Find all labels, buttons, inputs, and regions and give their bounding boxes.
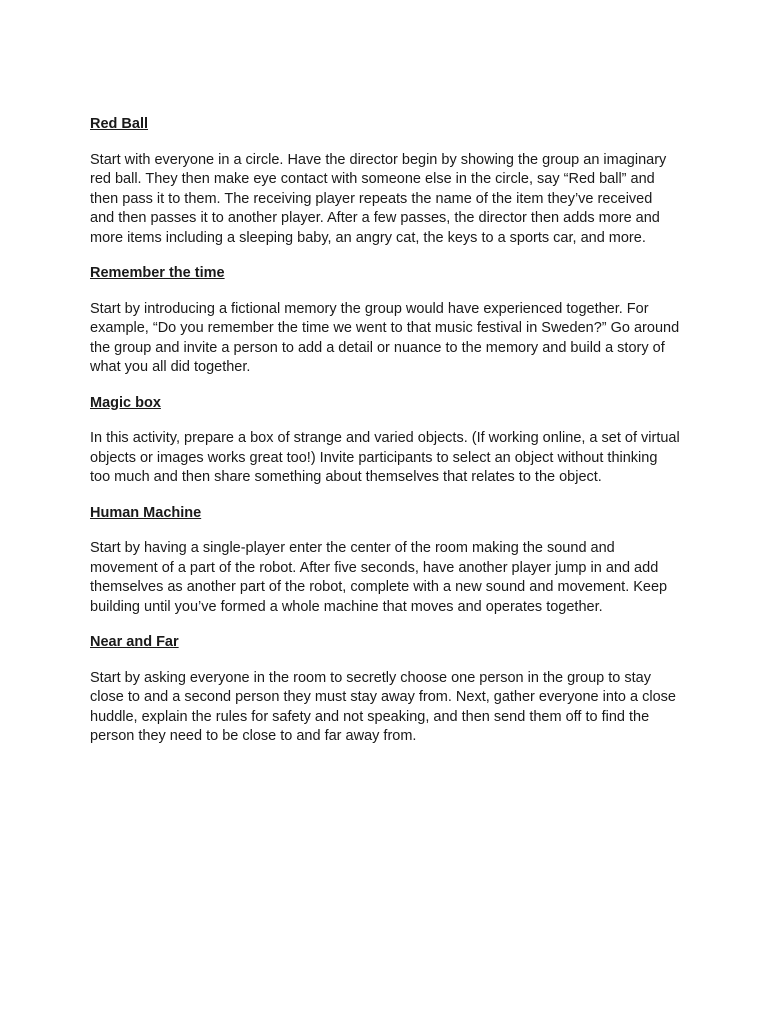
section-red-ball (90, 115, 680, 248)
section-heading: Human Machine (90, 504, 202, 521)
section-body: Start with everyone in a circle. Have the director begin by showing the group an imaginary red ball. They then make eye contact with someone else in the circle, say “Red ball” and then pass it to them. The receiving player repeats the name of the item they’ve received and then passes it to another player. After a few passes, the director then adds more and more items including a sleeping baby, an angry cat, the keys to a sports car, and more. (90, 151, 667, 246)
section-body: Start by introducing a fictional memory the group would have experienced together. For example, “Do you remember the time we went to that music festival in Sweden?” Go around the group and invite a person to add a detail or nuance to the memory and build a story of what you all did together. (90, 300, 680, 375)
section-remember-the-time (90, 264, 680, 378)
document-page (90, 115, 680, 763)
section-magic-box (90, 394, 680, 488)
section-body: In this activity, prepare a box of strange and varied objects. (If working online, a set of virtual objects or images works great too!) Invite participants to select an object without thinking too much and then share something about themselves that relates to the object. (90, 430, 680, 485)
section-heading: Remember the time (90, 265, 225, 281)
section-body: Start by having a single-player enter the center of the room making the sound and movement of a part of the robot. After five seconds, have another player jump in and add themselves as another part of the robot, complete with a new sound and movement. Keep building until you’ve formed a whole machine that moves and operates together. (90, 540, 668, 615)
section-body: Start by asking everyone in the room to secretly choose one person in the group to stay close to and a second person they must stay away from. Next, gather everyone into a close huddle, explain the rules for safety and not speaking, and then send them off to find the person they need to be close to and far away from. (90, 669, 676, 744)
section-heading: Magic box (90, 394, 161, 411)
section-human-machine (90, 504, 680, 618)
section-near-and-far (90, 633, 680, 747)
section-heading: Near and Far (90, 634, 179, 650)
section-heading: Red Ball (90, 116, 149, 132)
